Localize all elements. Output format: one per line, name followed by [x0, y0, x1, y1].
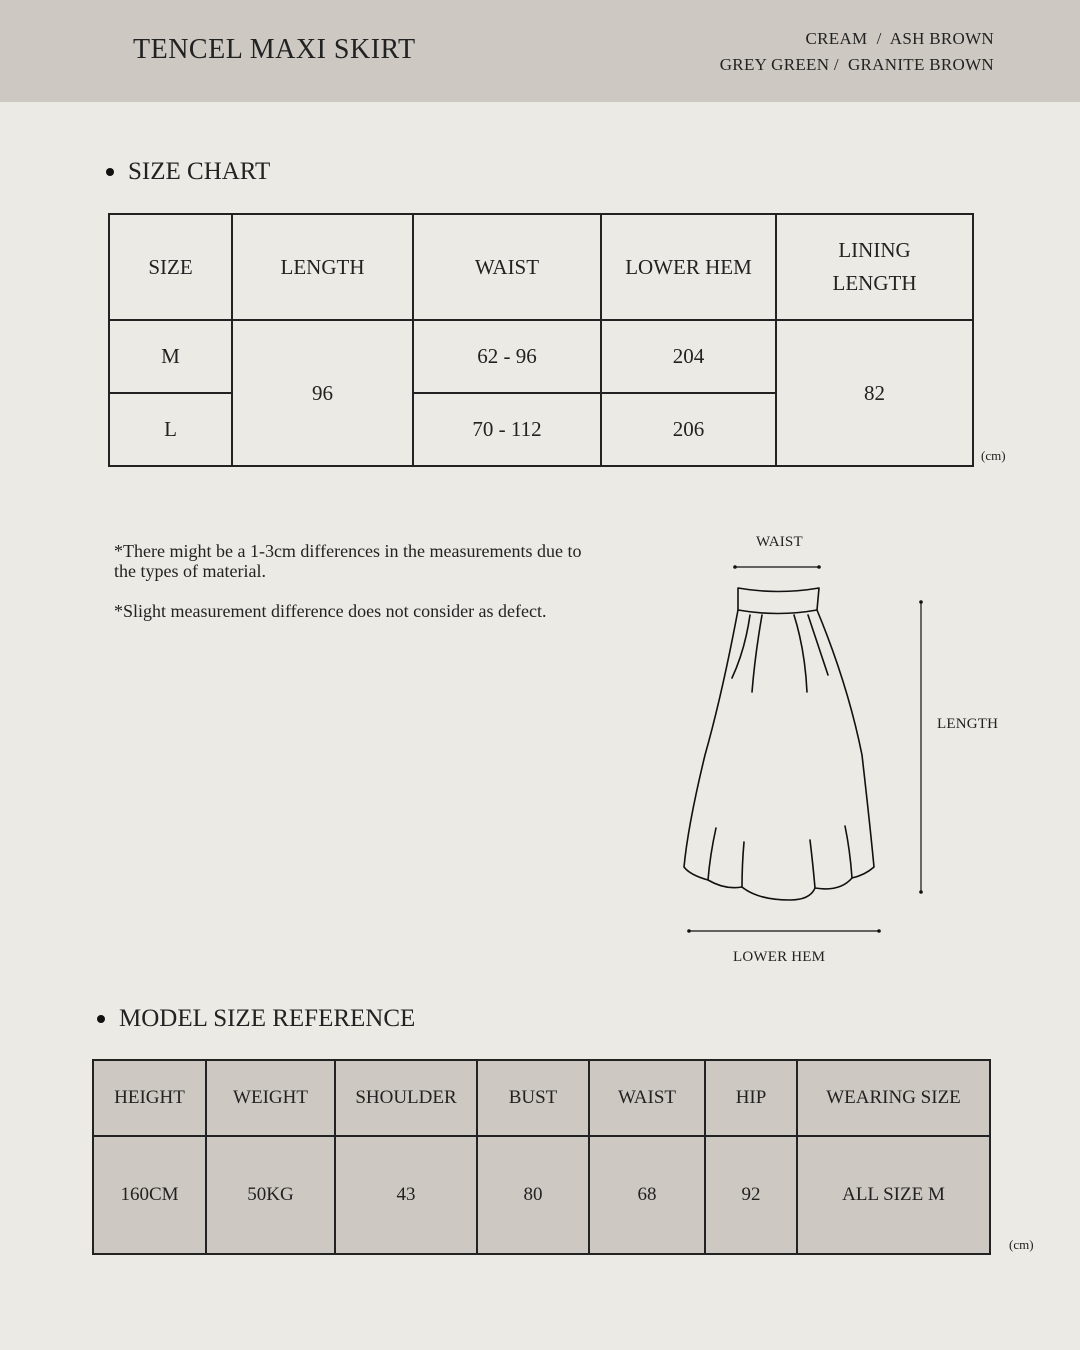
header-size: SIZE: [109, 214, 232, 320]
header-lining-length: LINING LENGTH: [776, 214, 973, 320]
skirt-diagram: [670, 555, 970, 945]
size-cell: L: [109, 393, 232, 466]
table-header-row: [109, 214, 973, 320]
size-chart-heading: [106, 158, 270, 186]
color-options-line-1: CREAM / ASH BROWN: [805, 29, 994, 48]
header-lower-hem: LOWER HEM: [601, 214, 776, 320]
header-waist: WAIST: [589, 1060, 705, 1136]
table-row: [93, 1136, 990, 1254]
bullet-icon: [97, 1015, 105, 1023]
length-cell: 96: [232, 320, 413, 466]
wearing-size-cell: ALL SIZE M: [797, 1136, 990, 1254]
size-chart-unit: (cm): [981, 448, 1006, 463]
color-options: [720, 26, 994, 78]
diagram-lower-hem-label: LOWER HEM: [733, 949, 826, 965]
header-weight: WEIGHT: [206, 1060, 335, 1136]
header-band: [0, 0, 1080, 102]
color-options-line-2: GREY GREEN / GRANITE BROWN: [719, 55, 994, 74]
hip-cell: 92: [705, 1136, 797, 1254]
waistband: [738, 588, 819, 614]
model-size-table: [92, 1059, 991, 1255]
size-cell: M: [109, 320, 232, 393]
bullet-icon: [106, 168, 114, 176]
height-cell: 160CM: [93, 1136, 206, 1254]
model-table-unit: (cm): [1009, 1237, 1034, 1252]
diagram-waist-label: WAIST: [756, 534, 803, 550]
waist-cell: 70 - 112: [413, 393, 601, 466]
lower-hem-cell: 204: [601, 320, 776, 393]
waist-cell: 62 - 96: [413, 320, 601, 393]
size-chart-table: [108, 213, 974, 467]
header-bust: BUST: [477, 1060, 589, 1136]
size-chart-heading-text: SIZE CHART: [128, 158, 271, 185]
header-hip: HIP: [705, 1060, 797, 1136]
diagram-length-label: LENGTH: [937, 716, 999, 732]
header-length: LENGTH: [232, 214, 413, 320]
model-size-heading: [97, 1005, 415, 1033]
header-wearing-size: WEARING SIZE: [797, 1060, 990, 1136]
lower-hem-cell: 206: [601, 393, 776, 466]
waist-cell: 68: [589, 1136, 705, 1254]
product-title: TENCEL MAXI SKIRT: [133, 34, 416, 65]
note-defect: *Slight measurement difference does not consider as defect.: [114, 601, 547, 621]
table-row: [109, 320, 973, 393]
header-shoulder: SHOULDER: [335, 1060, 477, 1136]
header-waist: WAIST: [413, 214, 601, 320]
note-tolerance: *There might be a 1-3cm differences in the measurements due to the types of material.: [114, 541, 582, 581]
shoulder-cell: 43: [335, 1136, 477, 1254]
lining-length-cell: 82: [776, 320, 973, 466]
weight-cell: 50KG: [206, 1136, 335, 1254]
measurement-notes: [114, 541, 584, 641]
model-size-heading-text: MODEL SIZE REFERENCE: [119, 1005, 416, 1032]
skirt-body: [684, 610, 874, 900]
bust-cell: 80: [477, 1136, 589, 1254]
header-height: HEIGHT: [93, 1060, 206, 1136]
table-header-row: [93, 1060, 990, 1136]
